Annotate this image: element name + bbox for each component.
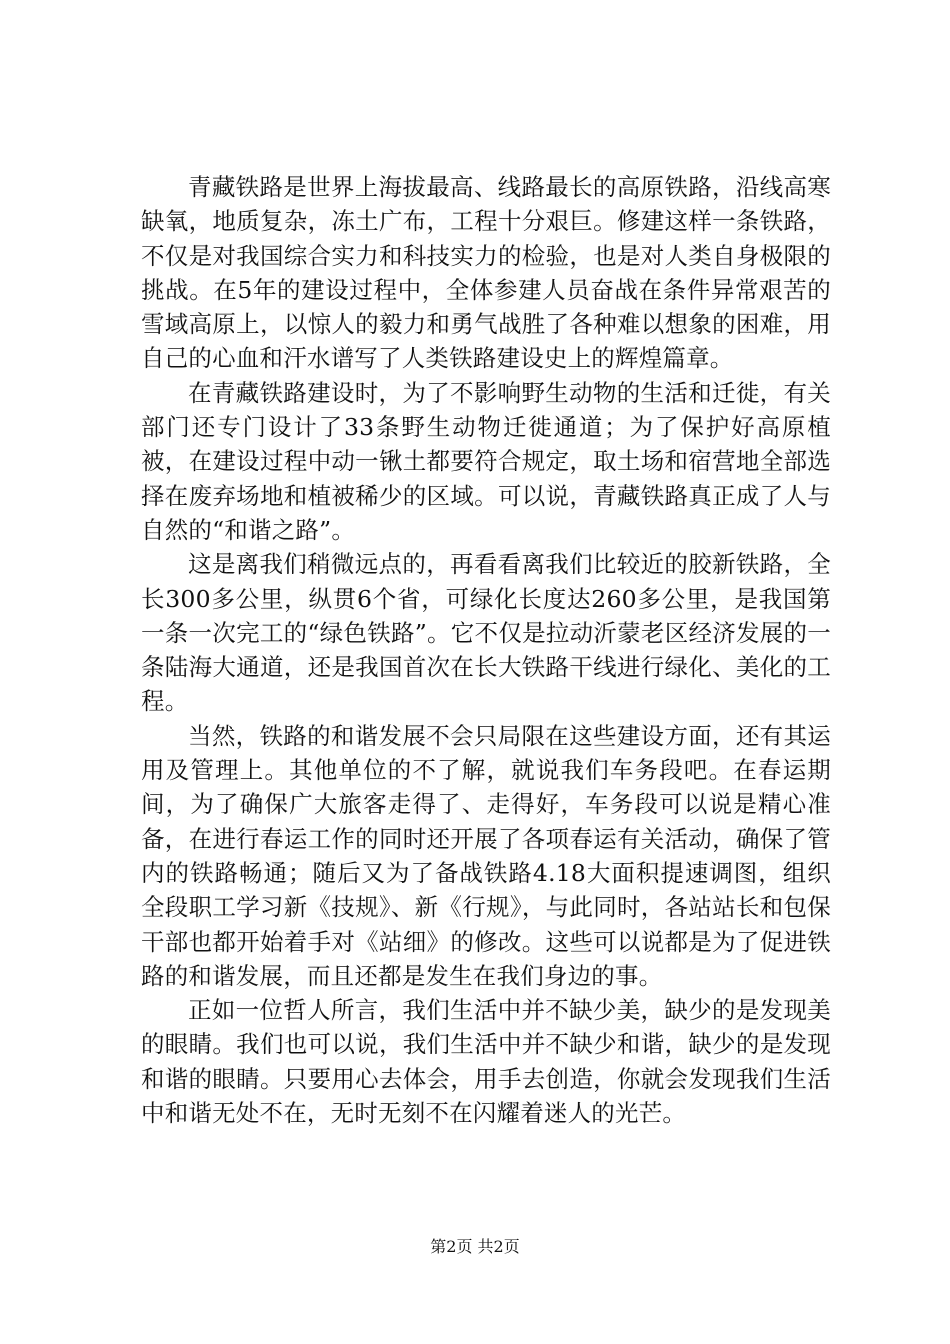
paragraph: 在青藏铁路建设时，为了不影响野生动物的生活和迁徙，有关部门还专门设计了33条野生动物迁徙通道；为了保护好高原植被，在建设过程中动一锹土都要符合规定，取土场和宿营地全部选择在废弃场地和植被稀少的区域。可以说，青藏铁路真正成了人与自然的“和谐之路”。 [141, 378, 831, 544]
document-body [141, 170, 831, 1130]
paragraph: 正如一位哲人所言，我们生活中并不缺少美，缺少的是发现美的眼睛。我们也可以说，我们生活中并不缺少和谐，缺少的是发现和谐的眼睛。只要用心去体会，用手去创造，你就会发现我们生活中和谐无处不在，无时无刻不在闪耀着迷人的光芒。 [141, 996, 831, 1128]
paragraph: 当然，铁路的和谐发展不会只局限在这些建设方面，还有其运用及管理上。其他单位的不了解，就说我们车务段吧。在春运期间，为了确保广大旅客走得了、走得好，车务段可以说是精心准备，在进行春运工作的同时还开展了各项春运有关活动，确保了管内的铁路畅通；随后又为了备战铁路4.18大面积提速调图，组织全段职工学习新《技规》、新《行规》，与此同时，各站站长和包保干部也都开始着手对《站细》的修改。这些可以说都是为了促进铁路的和谐发展，而且还都是发生在我们身边的事。 [141, 721, 831, 990]
page-footer: 第2页 共2页 [430, 1237, 520, 1256]
paragraph: 青藏铁路是世界上海拔最高、线路最长的高原铁路，沿线高寒缺氧，地质复杂，冻土广布，工程十分艰巨。修建这样一条铁路，不仅是对我国综合实力和科技实力的检验，也是对人类自身极限的挑战。在5年的建设过程中，全体参建人员奋战在条件异常艰苦的雪域高原上，以惊人的毅力和勇气战胜了各种难以想象的困难，用自己的心血和汗水谱写了人类铁路建设史上的辉煌篇章。 [141, 173, 831, 373]
paragraph: 这是离我们稍微远点的，再看看离我们比较近的胶新铁路，全长300多公里，纵贯6个省，可绿化长度达260多公里，是我国第一条一次完工的“绿色铁路”。它不仅是拉动沂蒙老区经济发展的一条陆海大通道，还是我国首次在长大铁路干线进行绿化、美化的工程。 [141, 550, 831, 716]
